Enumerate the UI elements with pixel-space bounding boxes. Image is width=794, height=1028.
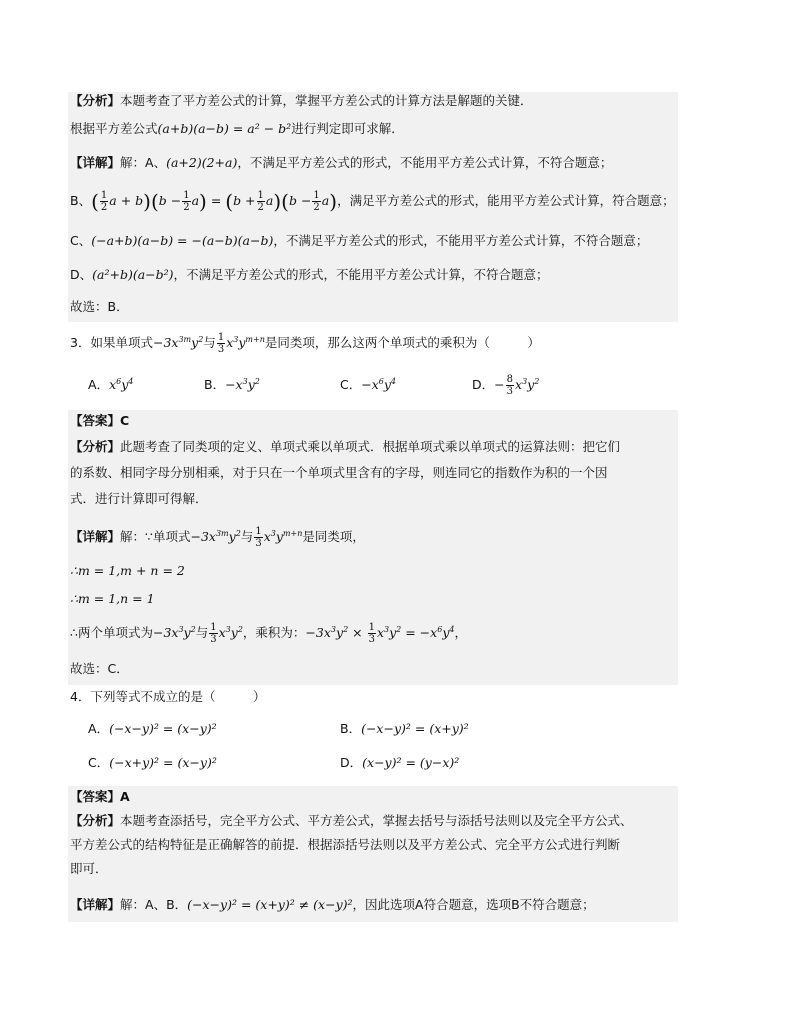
q4-answer: 【答案】A <box>70 789 130 804</box>
q3-step3: ∴两个单项式为$-3x^3y^2$与 $\frac{1}{3}$ $x^3y^2$，乘积为：$-3x^3y^2$ × $\frac{1}{3}$ $x^3y^2 = -x^6y^4$， <box>70 622 467 645</box>
q3-analysis-2: 的系数、相同字母分别相乘，对于只在一个单项式里含有的字母，则连同它的指数作为积的一个因 <box>70 465 608 480</box>
q4-option-a: A．(−x−y)² = (x−y)² <box>88 721 217 736</box>
q3-option-c: C．$-x^6y^4$ <box>340 377 397 392</box>
q3-stem: 3．如果单项式$-3x^{3m}y^2$与 $\frac{1}{3}$ $x^3y^{m+n}$是同类项，那么这两个单项式的乘积为（ ） <box>70 332 540 355</box>
q3-option-b: B．$-x^3y^2$ <box>204 377 260 392</box>
q3-answer: 【答案】C <box>70 413 130 428</box>
q2-choose: 故选：B． <box>70 299 129 314</box>
q3-option-d: D．− $\frac{8}{3}$ $x^3y^2$ <box>472 374 540 397</box>
q3-step2: ∴m = 1,n = 1 <box>70 591 155 606</box>
q3-detail: 【详解】解：∵单项式$-3x^{3m}y^2$与 $\frac{1}{3}$ $x^3y^{m+n}$是同类项， <box>70 526 365 549</box>
q3-analysis-3: 式．进行计算即可得解． <box>70 491 208 506</box>
q4-stem: 4．下列等式不成立的是（ ） <box>70 689 266 704</box>
q2-rule: 根据平方差公式(a+b)(a−b) = a² − b²进行判定即可求解． <box>70 121 404 136</box>
q2-detail-c: C、(−a+b)(a−b) = −(a−b)(a−b)，不满足平方差公式的形式，不能用平方差公式计算，不符合题意； <box>70 233 649 248</box>
q2-detail-d: D、(a²+b)(a−b²)，不满足平方差公式的形式，不能用平方差公式计算，不符合题意； <box>70 267 549 282</box>
q4-option-c: C．(−x+y)² = (x−y)² <box>88 755 217 770</box>
q4-option-b: B．(−x−y)² = (x+y)² <box>340 721 469 736</box>
q4-analysis-3: 即可． <box>70 861 108 876</box>
q3-step1: ∴m = 1,m + n = 2 <box>70 563 185 578</box>
q3-analysis-1: 【分析】此题考查了同类项的定义、单项式乘以单项式．根据单项式乘以单项式的运算法则：把它们 <box>70 439 621 454</box>
q4-analysis-2: 平方差公式的结构特征是正确解答的前提．根据添括号法则以及平方差公式、完全平方公式进行判断 <box>70 837 621 852</box>
q4-option-d: D．(x−y)² = (y−x)² <box>340 755 460 770</box>
q2-analysis: 【分析】本题考查了平方差公式的计算，掌握平方差公式的计算方法是解题的关键． <box>70 93 533 108</box>
q2-detail-b: B、( $\frac{1}{2}$ a + b)(b − $\frac{1}{2}$ a) = (b + $\frac{1}{2}$ a)(b − $\frac{1}{2}$ a)，满足平方差公式的形式，能用平方差公式计算，符合题意； <box>70 189 675 214</box>
q4-detail: 【详解】解：A、B．(−x−y)² = (x+y)² ≠ (x−y)²，因此选项A符合题意，选项B不符合题意； <box>70 897 595 912</box>
q2-detail-a: 【详解】解：A、(a+2)(2+a)，不满足平方差公式的形式，不能用平方差公式计算，不符合题意； <box>70 155 613 170</box>
q3-option-a: A．$x^6y^4$ <box>88 377 134 392</box>
q4-analysis-1: 【分析】本题考查添括号，完全平方公式、平方差公式，掌握去括号与添括号法则以及完全平方公式、 <box>70 813 633 828</box>
q3-choose: 故选：C． <box>70 661 129 676</box>
